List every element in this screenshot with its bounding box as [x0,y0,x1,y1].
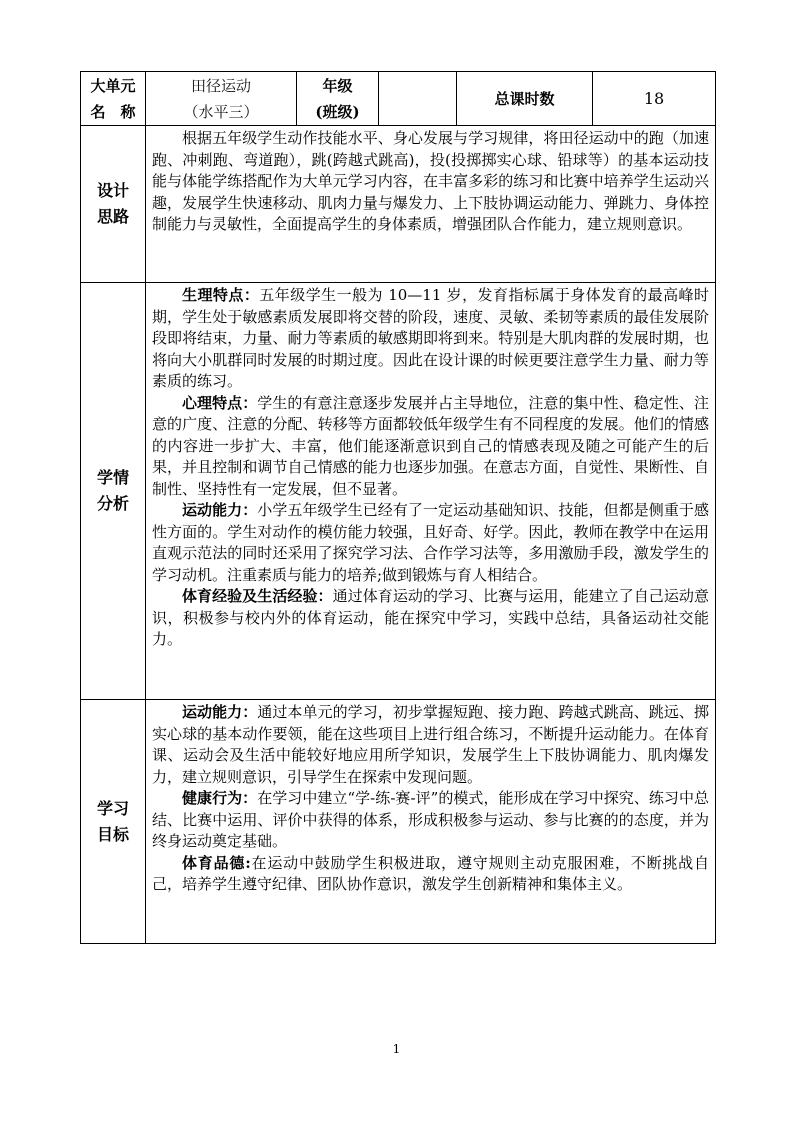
header-row [81,72,716,126]
design-label-line1: 设计 [96,181,129,200]
design-label-cell [81,126,146,283]
design-paragraph: 根据五年级学生动作技能水平、身心发展与学习规律，将田径运动中的跑（加速跑、冲刺跑、弯道跑），跳(跨越式跳高)，投(投掷掷实心球、铅球等）的基本运动技能与体能学练搭配作为大单元学习内容，在丰富多彩的练习和比赛中培养学生运动兴趣，发展学生快速移动、肌肉力量与爆发力、上下肢协调运动能力、弹跳力、身体控制能力与灵敏性，全面提高学生的身体素质，增强团队合作能力，建立规则意识。 [152,129,709,233]
physiology-paragraph [152,285,709,393]
experience-title: 体育经验及生活经验： [182,587,333,605]
goals-row [81,700,716,944]
goals-label-line2: 目标 [96,824,129,844]
goal-health-paragraph [152,788,709,853]
design-label-line2: 思路 [96,207,129,226]
unit-name-value-line1: 田径运动 [190,76,251,95]
unit-name-value-line2: （水平三） [183,102,259,121]
design-row [81,126,716,283]
motor-ability-title: 运动能力： [182,501,258,519]
motor-ability-paragraph [152,500,709,586]
grade-label-line2: (班级) [315,102,360,121]
physiology-title: 生理特点： [182,286,260,304]
grade-label-cell [297,72,379,126]
goal-motor-paragraph [152,702,709,788]
goals-content-cell [146,700,716,944]
unit-plan-table [80,71,716,944]
goal-motor-title: 运动能力： [182,703,258,721]
goal-ethics-paragraph [152,853,709,896]
total-hours-value-cell: 18 [593,72,716,126]
unit-name-label-line2: 名 称 [90,102,136,121]
physiology-text: 五年级学生一般为 10—11 岁，发育指标属于身体发育的最高峰时期，学生处于敏感素质发展即将交替的阶段，速度、灵敏、柔韧等素质的最佳发展阶段即将结束，力量、耐力等素质的敏感期即将到来。特别是大肌肉群的发展时期，也将向大小肌群同时发展的时期过度。因此在设计课的时候更要注意学生力量、耐力等素质的练习。 [152,286,709,390]
goals-label-line1: 学习 [96,798,129,818]
psychology-paragraph [152,393,709,501]
goal-ethics-text: 在运动中鼓励学生积极进取，遵守规则主动克服困难，不断挑战自己，培养学生遵守纪律、团队协作意识，激发学生创新精神和集体主义。 [152,853,709,893]
goal-health-title: 健康行为： [182,789,258,807]
psychology-title: 心理特点： [182,393,258,412]
goal-motor-text: 通过本单元的学习，初步掌握短跑、接力跑、跨越式跳高、跳远、掷实心球的基本动作要领，能在这些项目上进行组合练习，不断提升运动能力。在体育课、运动会及生活中能较好地应用所学知识，发展学生上下肢协调能力、肌肉爆发力，建立规则意识，引导学生在探索中发现问题。 [152,703,709,786]
total-hours-label-cell: 总课时数 [457,72,593,126]
goal-ethics-title: 体育品德: [182,853,251,872]
goal-health-text: 在学习中建立“学-练-赛-评”的模式，能形成在学习中探究、练习中总结、比赛中运用、评价中获得的体系，形成积极参与运动、参与比赛的的态度，并为终身运动奠定基础。 [152,789,709,850]
unit-name-label-cell [81,72,146,126]
unit-name-label-line1: 大单元 [90,76,136,95]
analysis-label-line1: 学情 [96,468,129,487]
analysis-row [81,283,716,700]
goals-label-cell [81,700,146,944]
grade-value-cell [379,72,457,126]
psychology-text: 学生的有意注意逐步发展并占主导地位，注意的集中性、稳定性、注意的广度、注意的分配、转移等方面都较低年级学生有不同程度的发展。他们的情感的内容进一步扩大、丰富，他们能逐渐意识到自己的情感表现及随之可能产生的后果，并且控制和调节自己情感的能力也逐步加强。在意志方面，自觉性、果断性、自制性、坚持性有一定发展，但不显著。 [152,393,709,498]
page-number: 1 [392,1042,401,1056]
design-content-cell [146,126,716,283]
experience-text: 通过体育运动的学习、比赛与运用，能建立了自己运动意识，积极参与校内外的体育运动，能在探究中学习，实践中总结，具备运动社交能力。 [152,587,709,648]
analysis-content-cell [146,283,716,700]
analysis-label-cell [81,283,146,700]
grade-label-line1: 年级 [322,76,353,95]
unit-name-value-cell [146,72,297,126]
experience-paragraph [152,586,709,651]
analysis-label-line2: 分析 [96,494,129,513]
motor-ability-text: 小学五年级学生已经有了一定运动基础知识、技能，但都是侧重于感性方面的。学生对动作的模仿能力较强，且好奇、好学。因此，教师在教学中在运用直观示范法的同时还采用了探究学习法、合作学习法等，多用激励手段，激发学生的学习动机。注重素质与能力的培养;做到锻炼与育人相结合。 [152,501,709,584]
